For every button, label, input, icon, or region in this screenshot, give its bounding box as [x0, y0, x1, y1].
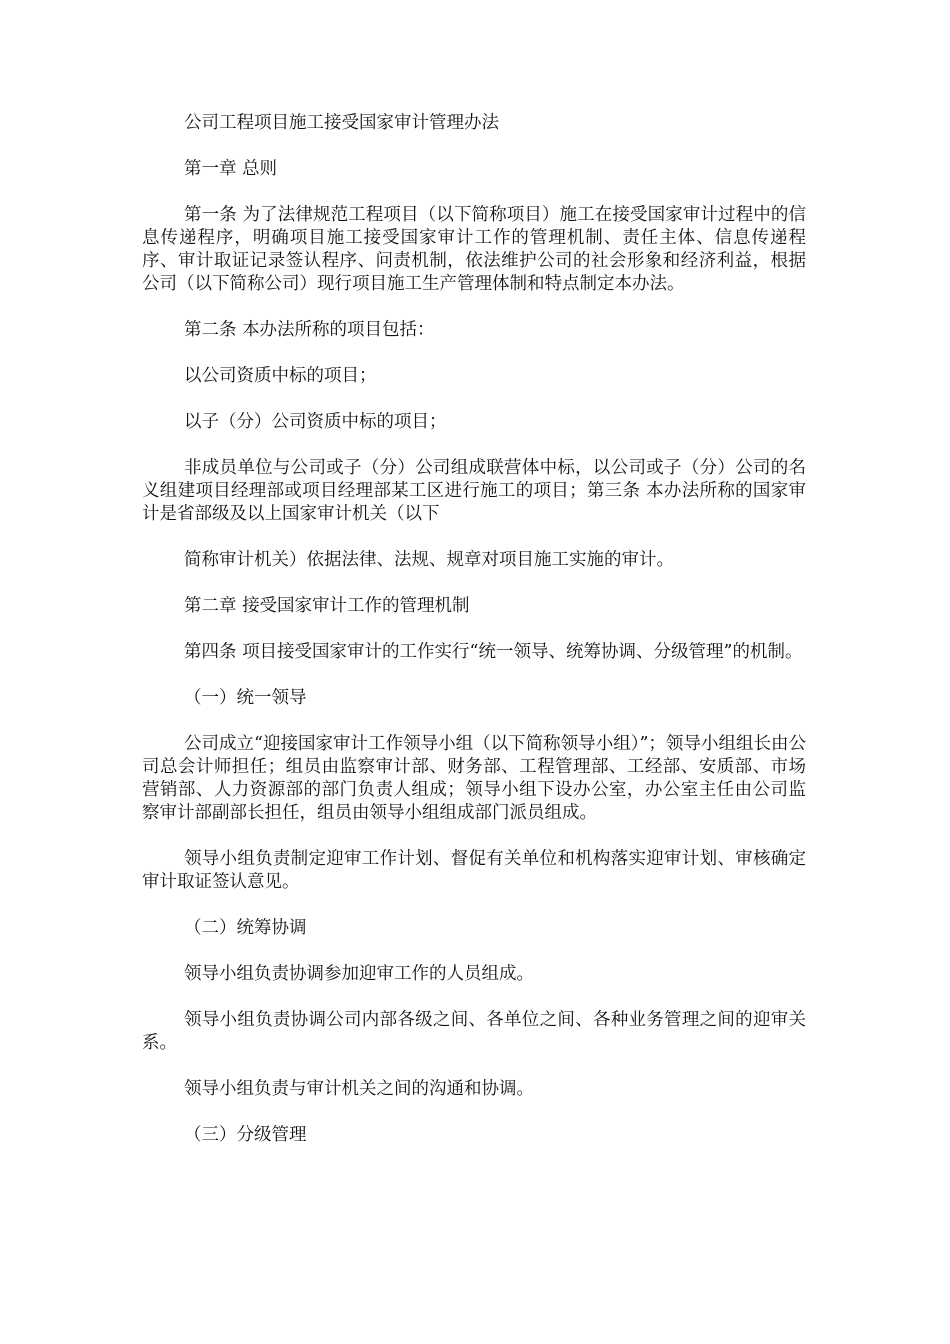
article-2-item-2: 以子（分）公司资质中标的项目；	[184, 412, 447, 432]
section-heading-coordination: （二）统筹协调	[184, 918, 307, 938]
coordination-item-3: 领导小组负责与审计机关之间的沟通和协调。	[184, 1079, 534, 1099]
document-title: 公司工程项目施工接受国家审计管理办法	[184, 113, 499, 133]
leadership-duties-paragraph: 领导小组负责制定迎审工作计划、督促有关单位和机构落实迎审计划、审核确定审计取证签认意见。	[142, 849, 806, 892]
chapter-heading-1: 第一章 总则	[184, 159, 278, 179]
section-heading-tiered-management: （三）分级管理	[184, 1125, 307, 1145]
article-2-item-1: 以公司资质中标的项目；	[184, 366, 377, 386]
article-2: 第二条 本办法所称的项目包括：	[184, 320, 435, 340]
coordination-item-1: 领导小组负责协调参加迎审工作的人员组成。	[184, 964, 534, 984]
leadership-group-paragraph: 公司成立“迎接国家审计工作领导小组（以下简称领导小组）”；领导小组组长由公司总会计师担任；组员由监察审计部、财务部、工程管理部、工经部、安质部、市场营销部、人力资源部的部门负责人组成；领导小组下设办公室，办公室主任由公司监察审计部副部长担任，组员由领导小组组成部门派员组成。	[142, 734, 806, 823]
article-1: 第一条 为了法律规范工程项目（以下简称项目）施工在接受国家审计过程中的信息传递程序，明确项目施工接受国家审计工作的管理机制、责任主体、信息传递程序、审计取证记录签认程序、问责机制，依法维护公司的社会形象和经济利益，根据公司（以下简称公司）现行项目施工生产管理体制和特点制定本办法。	[142, 205, 806, 294]
article-2-item-3: 非成员单位与公司或子（分）公司组成联营体中标，以公司或子（分）公司的名义组建项目经理部或项目经理部某工区进行施工的项目；第三条 本办法所称的国家审计是省部级及以上国家审计机关（以下	[142, 458, 806, 524]
section-heading-unified-leadership: （一）统一领导	[184, 688, 307, 708]
article-4: 第四条 项目接受国家审计的工作实行“统一领导、统筹协调、分级管理”的机制。	[184, 642, 803, 662]
document-body	[142, 112, 806, 1170]
article-3-continued: 简称审计机关）依据法律、法规、规章对项目施工实施的审计。	[184, 550, 674, 570]
coordination-item-2: 领导小组负责协调公司内部各级之间、各单位之间、各种业务管理之间的迎审关系。	[142, 1010, 806, 1053]
chapter-heading-2: 第二章 接受国家审计工作的管理机制	[184, 596, 470, 616]
